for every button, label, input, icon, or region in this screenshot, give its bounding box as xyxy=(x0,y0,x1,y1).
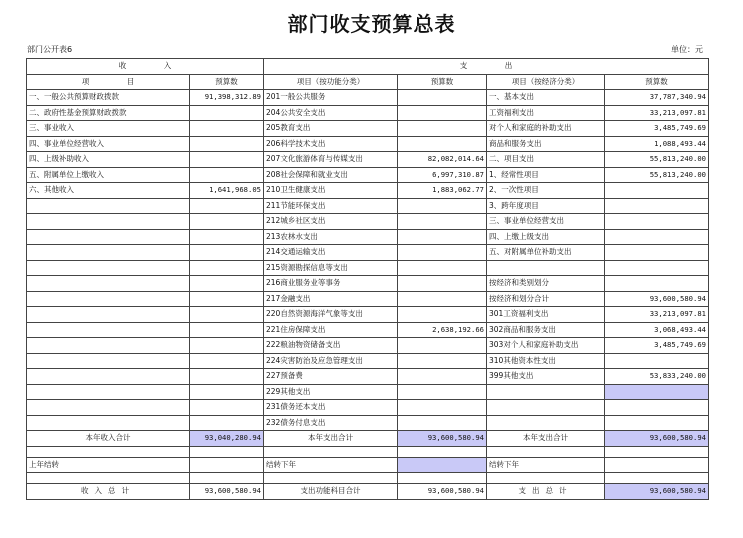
col-func-header: 项目（按功能分类） xyxy=(264,74,398,90)
econ-value: 3,485,749.69 xyxy=(605,121,709,137)
totals-row xyxy=(27,431,709,447)
func-item: 216商业服务业等事务 xyxy=(264,276,398,292)
econ-value xyxy=(605,245,709,261)
econ-value xyxy=(605,276,709,292)
econ-item xyxy=(487,400,605,416)
func-item: 212城乡社区支出 xyxy=(264,214,398,230)
income-item xyxy=(27,353,190,369)
spacer xyxy=(398,473,487,484)
income-item: 四、事业单位经营收入 xyxy=(27,136,190,152)
income-value xyxy=(190,260,264,276)
table-row xyxy=(27,322,709,338)
econ-value: 33,213,097.81 xyxy=(605,105,709,121)
func-value xyxy=(398,214,487,230)
func-item: 204公共安全支出 xyxy=(264,105,398,121)
func-item: 213农林水支出 xyxy=(264,229,398,245)
income-value xyxy=(190,353,264,369)
econ-value: 55,813,240.00 xyxy=(605,152,709,168)
table-row xyxy=(27,415,709,431)
econ-item xyxy=(487,415,605,431)
func-item: 232债务付息支出 xyxy=(264,415,398,431)
func-item: 217金融支出 xyxy=(264,291,398,307)
col-item-header: 项 目 xyxy=(27,74,190,90)
income-item xyxy=(27,415,190,431)
econ-item: 按经济和类别划分 xyxy=(487,276,605,292)
func-value xyxy=(398,291,487,307)
table-row xyxy=(27,105,709,121)
prev-carry-value xyxy=(190,457,264,473)
header-row-2 xyxy=(27,74,709,90)
income-value: 1,641,968.05 xyxy=(190,183,264,199)
func-value xyxy=(398,353,487,369)
func-item: 201一般公共服务 xyxy=(264,90,398,106)
next2-carry-value xyxy=(605,457,709,473)
func-item: 211节能环保支出 xyxy=(264,198,398,214)
grand-expense2-label: 支出总计 xyxy=(487,484,605,500)
func-value xyxy=(398,229,487,245)
income-value xyxy=(190,245,264,261)
income-item: 五、附属单位上缴收入 xyxy=(27,167,190,183)
income-value xyxy=(190,229,264,245)
income-value xyxy=(190,291,264,307)
econ-item: 3、跨年度项目 xyxy=(487,198,605,214)
income-item xyxy=(27,322,190,338)
page-title: 部门收支预算总表 xyxy=(287,12,456,36)
income-item: 四、上级补助收入 xyxy=(27,152,190,168)
income-total-label: 本年收入合计 xyxy=(27,431,190,447)
econ-item: 399其他支出 xyxy=(487,369,605,385)
table-row xyxy=(27,245,709,261)
income-item xyxy=(27,214,190,230)
func-value xyxy=(398,400,487,416)
spacer xyxy=(605,473,709,484)
econ-item: 1、经常性项目 xyxy=(487,167,605,183)
econ-value xyxy=(605,183,709,199)
spacer xyxy=(190,473,264,484)
econ-value: 3,068,493.44 xyxy=(605,322,709,338)
econ-value xyxy=(605,198,709,214)
econ-value: 53,833,240.00 xyxy=(605,369,709,385)
econ-value xyxy=(605,353,709,369)
econ-item: 310其他资本性支出 xyxy=(487,353,605,369)
econ-item: 商品和服务支出 xyxy=(487,136,605,152)
econ-value: 93,600,580.94 xyxy=(605,291,709,307)
func-value xyxy=(398,338,487,354)
table-row xyxy=(27,214,709,230)
income-value xyxy=(190,152,264,168)
econ-item: 一、基本支出 xyxy=(487,90,605,106)
table-row xyxy=(27,400,709,416)
spacer-row xyxy=(27,473,709,484)
income-item: 三、事业收入 xyxy=(27,121,190,137)
carry-row xyxy=(27,457,709,473)
func-value: 2,638,192.66 xyxy=(398,322,487,338)
table-row xyxy=(27,353,709,369)
spacer-row xyxy=(27,446,709,457)
econ-value xyxy=(605,415,709,431)
table-row xyxy=(27,152,709,168)
income-value xyxy=(190,322,264,338)
func-value xyxy=(398,245,487,261)
income-item xyxy=(27,276,190,292)
grand-expense2-value: 93,600,580.94 xyxy=(605,484,709,500)
income-value xyxy=(190,415,264,431)
econ-value: 3,485,749.69 xyxy=(605,338,709,354)
table-row xyxy=(27,338,709,354)
func-item: 215资源勘探信息等支出 xyxy=(264,260,398,276)
table-row xyxy=(27,369,709,385)
func-item: 214交通运输支出 xyxy=(264,245,398,261)
unit-label: 单位：元 xyxy=(671,45,703,54)
func-value: 82,082,014.64 xyxy=(398,152,487,168)
func-item: 205教育支出 xyxy=(264,121,398,137)
econ-item: 工资福利支出 xyxy=(487,105,605,121)
income-value xyxy=(190,167,264,183)
income-item xyxy=(27,245,190,261)
income-value xyxy=(190,276,264,292)
table-row xyxy=(27,90,709,106)
func-value xyxy=(398,90,487,106)
income-value xyxy=(190,400,264,416)
func-value xyxy=(398,136,487,152)
expense2-total-value: 93,600,580.94 xyxy=(605,431,709,447)
func-item: 207文化旅游体育与传媒支出 xyxy=(264,152,398,168)
func-item: 222粮油物资储备支出 xyxy=(264,338,398,354)
func-value xyxy=(398,198,487,214)
form-code: 部门公开表6 xyxy=(27,45,73,54)
func-item: 208社会保障和就业支出 xyxy=(264,167,398,183)
spacer xyxy=(27,446,190,457)
income-value xyxy=(190,307,264,323)
econ-value: 33,213,097.81 xyxy=(605,307,709,323)
econ-item xyxy=(487,260,605,276)
spacer xyxy=(487,446,605,457)
econ-item: 301工资福利支出 xyxy=(487,307,605,323)
table-row xyxy=(27,384,709,400)
income-item xyxy=(27,400,190,416)
econ-item: 五、对附属单位补助支出 xyxy=(487,245,605,261)
func-item: 229其他支出 xyxy=(264,384,398,400)
table-row xyxy=(27,229,709,245)
econ-value: 1,088,493.44 xyxy=(605,136,709,152)
income-value xyxy=(190,198,264,214)
grand-total-row xyxy=(27,484,709,500)
col-econ-header: 项目（按经济分类） xyxy=(487,74,605,90)
income-item xyxy=(27,260,190,276)
income-item: 六、其他收入 xyxy=(27,183,190,199)
func-item: 221住房保障支出 xyxy=(264,322,398,338)
col-budget-header: 预算数 xyxy=(190,74,264,90)
econ-item: 303对个人和家庭补助支出 xyxy=(487,338,605,354)
spacer xyxy=(27,473,190,484)
income-item xyxy=(27,291,190,307)
income-value xyxy=(190,369,264,385)
table-row xyxy=(27,167,709,183)
income-item xyxy=(27,198,190,214)
func-value xyxy=(398,276,487,292)
income-item xyxy=(27,338,190,354)
spacer xyxy=(264,473,398,484)
func-value xyxy=(398,415,487,431)
table-row xyxy=(27,136,709,152)
econ-item: 2、一次性项目 xyxy=(487,183,605,199)
income-value xyxy=(190,105,264,121)
func-value: 1,883,062.77 xyxy=(398,183,487,199)
expense2-total-label: 本年支出合计 xyxy=(487,431,605,447)
income-item xyxy=(27,369,190,385)
income-item: 二、政府性基金预算财政拨款 xyxy=(27,105,190,121)
income-value xyxy=(190,338,264,354)
econ-value: 55,813,240.00 xyxy=(605,167,709,183)
col-budget3-header: 预算数 xyxy=(605,74,709,90)
income-value xyxy=(190,214,264,230)
spacer xyxy=(487,473,605,484)
econ-item: 对个人和家庭的补助支出 xyxy=(487,121,605,137)
budget-table xyxy=(26,58,709,500)
col-budget2-header: 预算数 xyxy=(398,74,487,90)
table-row xyxy=(27,291,709,307)
econ-item: 按经济和划分合计 xyxy=(487,291,605,307)
econ-value xyxy=(605,229,709,245)
table-row xyxy=(27,260,709,276)
income-header: 收 入 xyxy=(27,59,264,75)
grand-income-value: 93,600,580.94 xyxy=(190,484,264,500)
econ-item xyxy=(487,384,605,400)
func-item: 210卫生健康支出 xyxy=(264,183,398,199)
expense-total-value: 93,600,580.94 xyxy=(398,431,487,447)
income-item: 一、一般公共预算财政拨款 xyxy=(27,90,190,106)
econ-item: 三、事业单位经营支出 xyxy=(487,214,605,230)
next-carry-value xyxy=(398,457,487,473)
next2-carry-label: 结转下年 xyxy=(487,457,605,473)
income-item xyxy=(27,384,190,400)
spacer xyxy=(264,446,398,457)
income-item xyxy=(27,229,190,245)
header-row-1 xyxy=(27,59,709,75)
table-row xyxy=(27,307,709,323)
func-value xyxy=(398,260,487,276)
econ-value: 37,787,340.94 xyxy=(605,90,709,106)
expense-header: 支 出 xyxy=(264,59,709,75)
func-item: 224灾害防治及应急管理支出 xyxy=(264,353,398,369)
income-value xyxy=(190,121,264,137)
func-value: 6,997,310.87 xyxy=(398,167,487,183)
func-item: 220自然资源海洋气象等支出 xyxy=(264,307,398,323)
table-row xyxy=(27,198,709,214)
func-value xyxy=(398,105,487,121)
econ-item: 302商品和服务支出 xyxy=(487,322,605,338)
income-value: 91,398,312.89 xyxy=(190,90,264,106)
econ-value xyxy=(605,214,709,230)
econ-item: 四、上缴上级支出 xyxy=(487,229,605,245)
income-item xyxy=(27,307,190,323)
spacer xyxy=(605,446,709,457)
table-row xyxy=(27,121,709,137)
income-total-value: 93,040,280.94 xyxy=(190,431,264,447)
grand-expense-label: 支出功能科目合计 xyxy=(264,484,398,500)
table-row xyxy=(27,183,709,199)
func-value xyxy=(398,384,487,400)
func-item: 227预备费 xyxy=(264,369,398,385)
income-value xyxy=(190,136,264,152)
income-value xyxy=(190,384,264,400)
grand-income-label: 收入总计 xyxy=(27,484,190,500)
func-item: 231债务还本支出 xyxy=(264,400,398,416)
expense-total-label: 本年支出合计 xyxy=(264,431,398,447)
spacer xyxy=(398,446,487,457)
econ-value xyxy=(605,260,709,276)
func-item: 206科学技术支出 xyxy=(264,136,398,152)
table-row xyxy=(27,276,709,292)
func-value xyxy=(398,121,487,137)
econ-item: 二、项目支出 xyxy=(487,152,605,168)
next-carry-label: 结转下年 xyxy=(264,457,398,473)
prev-carry-label: 上年结转 xyxy=(27,457,190,473)
econ-value xyxy=(605,400,709,416)
spacer xyxy=(190,446,264,457)
func-value xyxy=(398,307,487,323)
econ-value xyxy=(605,384,709,400)
grand-expense-value: 93,600,580.94 xyxy=(398,484,487,500)
func-value xyxy=(398,369,487,385)
